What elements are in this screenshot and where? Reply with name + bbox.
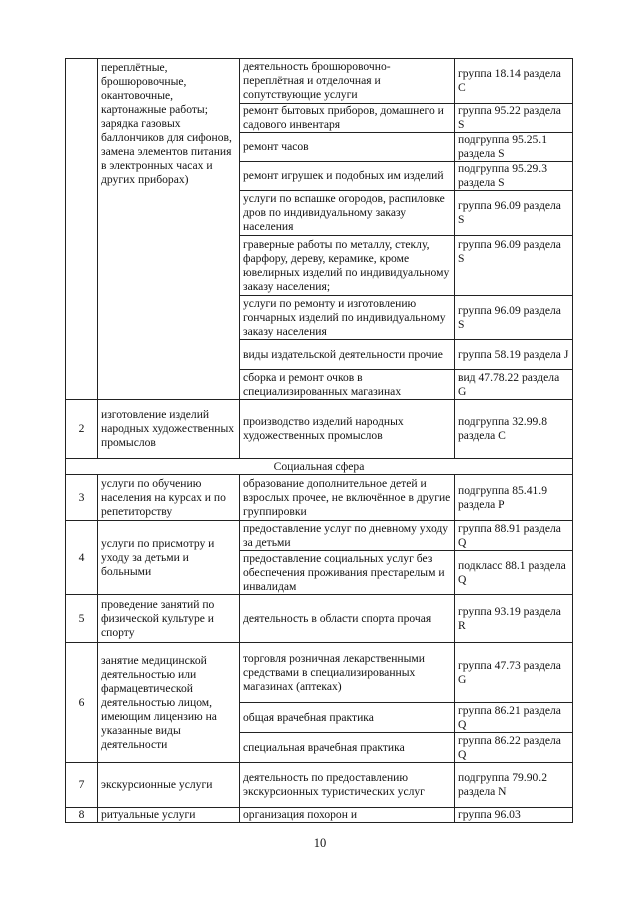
code-cell: группа 58.19 раздела J [455, 340, 573, 370]
activity-cell: услуги по вспашке огородов, распиловке дров по индивидуальному заказу населения [240, 191, 455, 236]
section-header-row [66, 459, 573, 475]
code-cell: группа 95.22 раздела S [455, 104, 573, 133]
activity-cell: предоставление социальных услуг без обеспечения проживания престарелым и инвалидам [240, 551, 455, 595]
code-cell: группа 96.03 [455, 808, 573, 823]
code-cell: группа 96.09 раздела S [455, 236, 573, 296]
activity-cell: виды издательской деятельности прочие [240, 340, 455, 370]
code-cell: группа 86.21 раздела Q [455, 703, 573, 733]
code-cell: подгруппа 95.29.3 раздела S [455, 162, 573, 191]
activity-cell: предоставление услуг по дневному уходу за детьми [240, 521, 455, 551]
activity-cell: организация похорон и [240, 808, 455, 823]
activity-cell: торговля розничная лекарственными средствами в специализированных магазинах (аптеках) [240, 643, 455, 703]
service-cell: услуги по обучению населения на курсах и по репетиторству [98, 475, 240, 521]
row-number-cell: 7 [66, 763, 98, 808]
code-cell: подгруппа 85.41.9 раздела Р [455, 475, 573, 521]
activity-cell: деятельность по предоставлению экскурсионных туристических услуг [240, 763, 455, 808]
row-number-cell: 4 [66, 521, 98, 595]
page-number: 10 [313, 836, 327, 850]
activity-cell: сборка и ремонт очков в специализированных магазинах [240, 370, 455, 400]
activity-cell: граверные работы по металлу, стеклу, фарфору, дереву, керамике, кроме ювелирных изделий по индивидуальному заказу населения; [240, 236, 455, 296]
activity-cell: деятельность брошюровочно-переплётная и отделочная и сопутствующие услуги [240, 59, 455, 104]
code-cell: группа 86.22 раздела Q [455, 733, 573, 763]
row-number-cell: 3 [66, 475, 98, 521]
code-cell: группа 18.14 раздела С [455, 59, 573, 104]
activity-cell: услуги по ремонту и изготовлению гончарных изделий по индивидуальному заказу населения [240, 296, 455, 340]
code-cell: группа 93.19 раздела R [455, 595, 573, 643]
service-cell: занятие медицинской деятельностью или фармацевтической деятельностью лицом, имеющим лицензию на указанные виды деятельности [98, 643, 240, 763]
table-row [66, 521, 573, 551]
service-cell: ритуальные услуги [98, 808, 240, 823]
service-cell: переплётные, брошюровочные, окантовочные, картонажные работы; зарядка газовых баллончиков для сифонов, замена элементов питания в электронных часах и других приборах) [98, 59, 240, 400]
activity-cell: общая врачебная практика [240, 703, 455, 733]
activity-cell: производство изделий народных художественных промыслов [240, 400, 455, 459]
table-row [66, 400, 573, 459]
activity-cell: ремонт игрушек и подобных им изделий [240, 162, 455, 191]
code-cell: группа 96.09 раздела S [455, 296, 573, 340]
code-cell: подгруппа 95.25.1 раздела S [455, 133, 573, 162]
service-cell: проведение занятий по физической культуре и спорту [98, 595, 240, 643]
table-row [66, 475, 573, 521]
service-cell: изготовление изделий народных художественных промыслов [98, 400, 240, 459]
section-title: Социальная сфера [66, 459, 573, 475]
row-number-cell: 6 [66, 643, 98, 763]
row-number-cell: 2 [66, 400, 98, 459]
service-cell: экскурсионные услуги [98, 763, 240, 808]
code-cell: подкласс 88.1 раздела Q [455, 551, 573, 595]
table-row [66, 643, 573, 703]
code-cell: подгруппа 79.90.2 раздела N [455, 763, 573, 808]
code-cell: подгруппа 32.99.8 раздела С [455, 400, 573, 459]
activity-cell: образование дополнительное детей и взрослых прочее, не включённое в другие группировки [240, 475, 455, 521]
row-number-cell: 5 [66, 595, 98, 643]
service-cell: услуги по присмотру и уходу за детьми и больными [98, 521, 240, 595]
code-cell: группа 96.09 раздела S [455, 191, 573, 236]
activity-cell: ремонт бытовых приборов, домашнего и садового инвентаря [240, 104, 455, 133]
activities-table [65, 58, 573, 823]
table-row [66, 59, 573, 104]
activity-cell: деятельность в области спорта прочая [240, 595, 455, 643]
row-number-cell: 8 [66, 808, 98, 823]
row-number-cell [66, 59, 98, 400]
code-cell: группа 47.73 раздела G [455, 643, 573, 703]
code-cell: вид 47.78.22 раздела G [455, 370, 573, 400]
table-row [66, 808, 573, 823]
activity-cell: ремонт часов [240, 133, 455, 162]
code-cell: группа 88.91 раздела Q [455, 521, 573, 551]
table-row [66, 763, 573, 808]
activity-cell: специальная врачебная практика [240, 733, 455, 763]
table-row [66, 595, 573, 643]
